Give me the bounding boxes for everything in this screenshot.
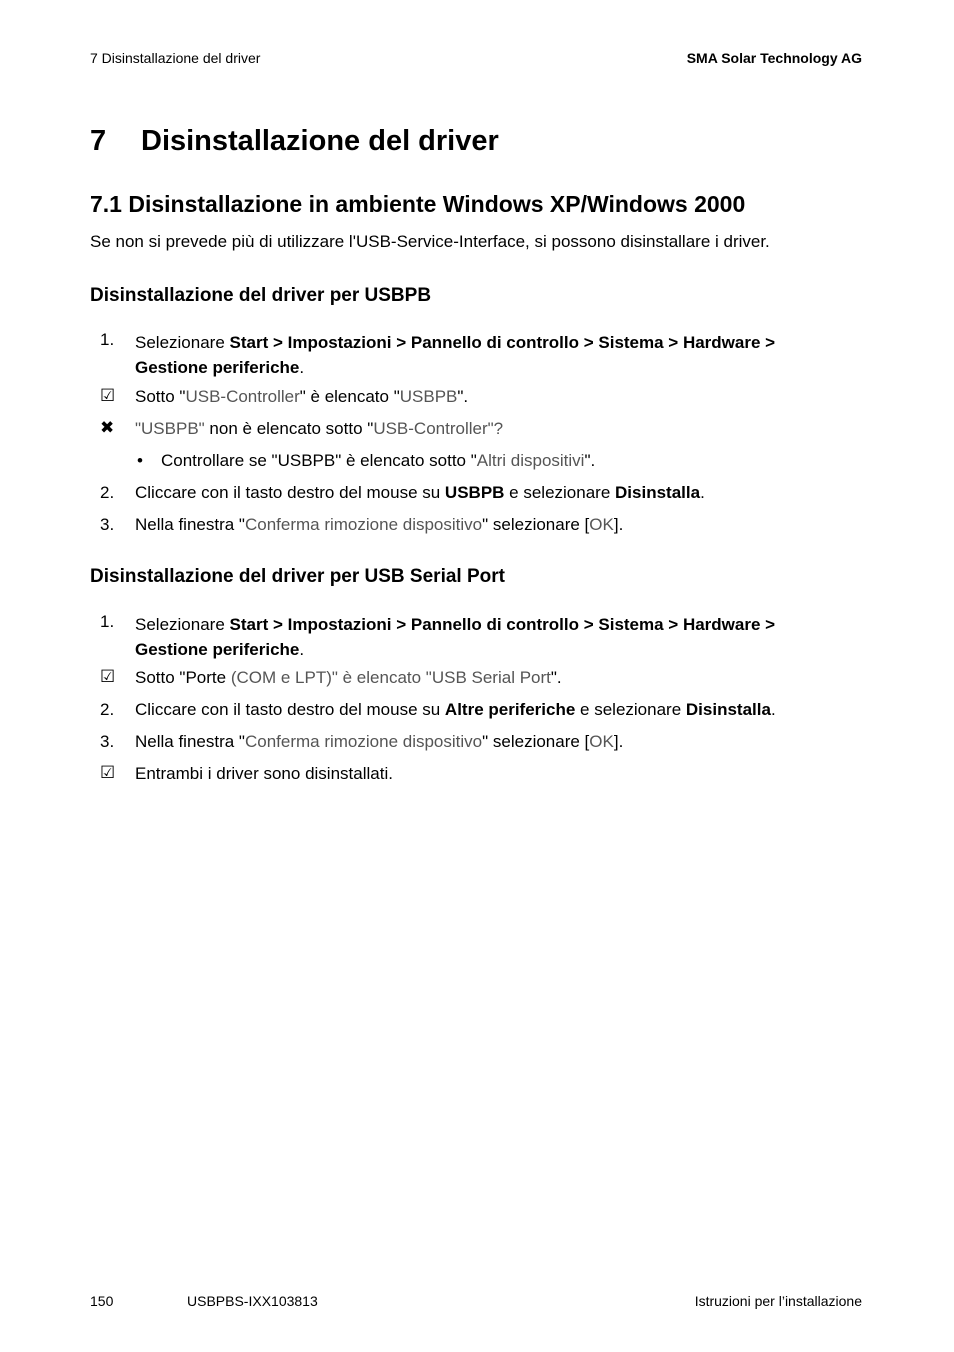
section-number: 7.1: [90, 191, 122, 217]
usbpb-heading: Disinstallazione del driver per USBPB: [90, 285, 432, 306]
document-code: USBPBS-IXX103813: [187, 1293, 318, 1309]
serial-check2: Entrambi i driver sono disinstallati.: [135, 764, 393, 783]
section-title: [90, 191, 745, 218]
bullet-icon: •: [137, 451, 143, 470]
serial-heading: Disinstallazione del driver per USB Serial Port: [90, 566, 505, 587]
running-header-chapter: 7 Disinstallazione del driver: [90, 50, 261, 66]
usbpb-step3-number: 3.: [100, 515, 115, 534]
serial-step1: Selezionare Start > Impostazioni > Pannello di controllo > Sistema > Hardware > Gestione periferiche.: [135, 615, 776, 659]
serial-check1: Sotto "Porte (COM e LPT)" è elencato "USB Serial Port".: [135, 668, 562, 687]
page-number: 150: [90, 1293, 114, 1309]
cross-icon: ✖: [100, 418, 115, 437]
serial-step1-number: 1.: [100, 612, 115, 631]
usbpb-cross1: "USBPB" non è elencato sotto "USB-Controller"?: [135, 419, 504, 438]
serial-step2: Cliccare con il tasto destro del mouse su Altre periferiche e selezionare Disinstalla.: [135, 700, 776, 719]
chapter-title: [90, 125, 499, 158]
usbpb-step2: Cliccare con il tasto destro del mouse su USBPB e selezionare Disinstalla.: [135, 483, 705, 502]
usbpb-check1: Sotto "USB-Controller" è elencato "USBPB".: [135, 387, 469, 406]
running-header-company: SMA Solar Technology AG: [686, 50, 862, 66]
serial-step2-number: 2.: [100, 700, 115, 719]
section-title-text: Disinstallazione in ambiente Windows XP/Windows 2000: [128, 191, 746, 217]
check-icon: ☑: [100, 667, 116, 686]
usbpb-step1: Selezionare Start > Impostazioni > Pannello di controllo > Sistema > Hardware > Gestione periferiche.: [135, 333, 776, 377]
serial-step3-number: 3.: [100, 732, 115, 751]
chapter-title-text: Disinstallazione del driver: [141, 125, 499, 157]
check-icon: ☑: [100, 763, 116, 782]
usbpb-bullet1: Controllare se "USBPB" è elencato sotto "Altri dispositivi".: [161, 451, 596, 470]
document-type: Istruzioni per l’installazione: [694, 1293, 862, 1309]
check-icon: ☑: [100, 386, 116, 405]
usbpb-step3: Nella finestra "Conferma rimozione dispositivo" selezionare [OK].: [135, 515, 624, 534]
chapter-number: 7: [90, 125, 107, 157]
intro-paragraph: Se non si prevede più di utilizzare l'USB-Service-Interface, si possono disinstallare i driver.: [90, 232, 770, 251]
usbpb-step2-number: 2.: [100, 483, 115, 502]
usbpb-step1-number: 1.: [100, 330, 115, 349]
serial-step3: Nella finestra "Conferma rimozione dispositivo" selezionare [OK].: [135, 732, 624, 751]
